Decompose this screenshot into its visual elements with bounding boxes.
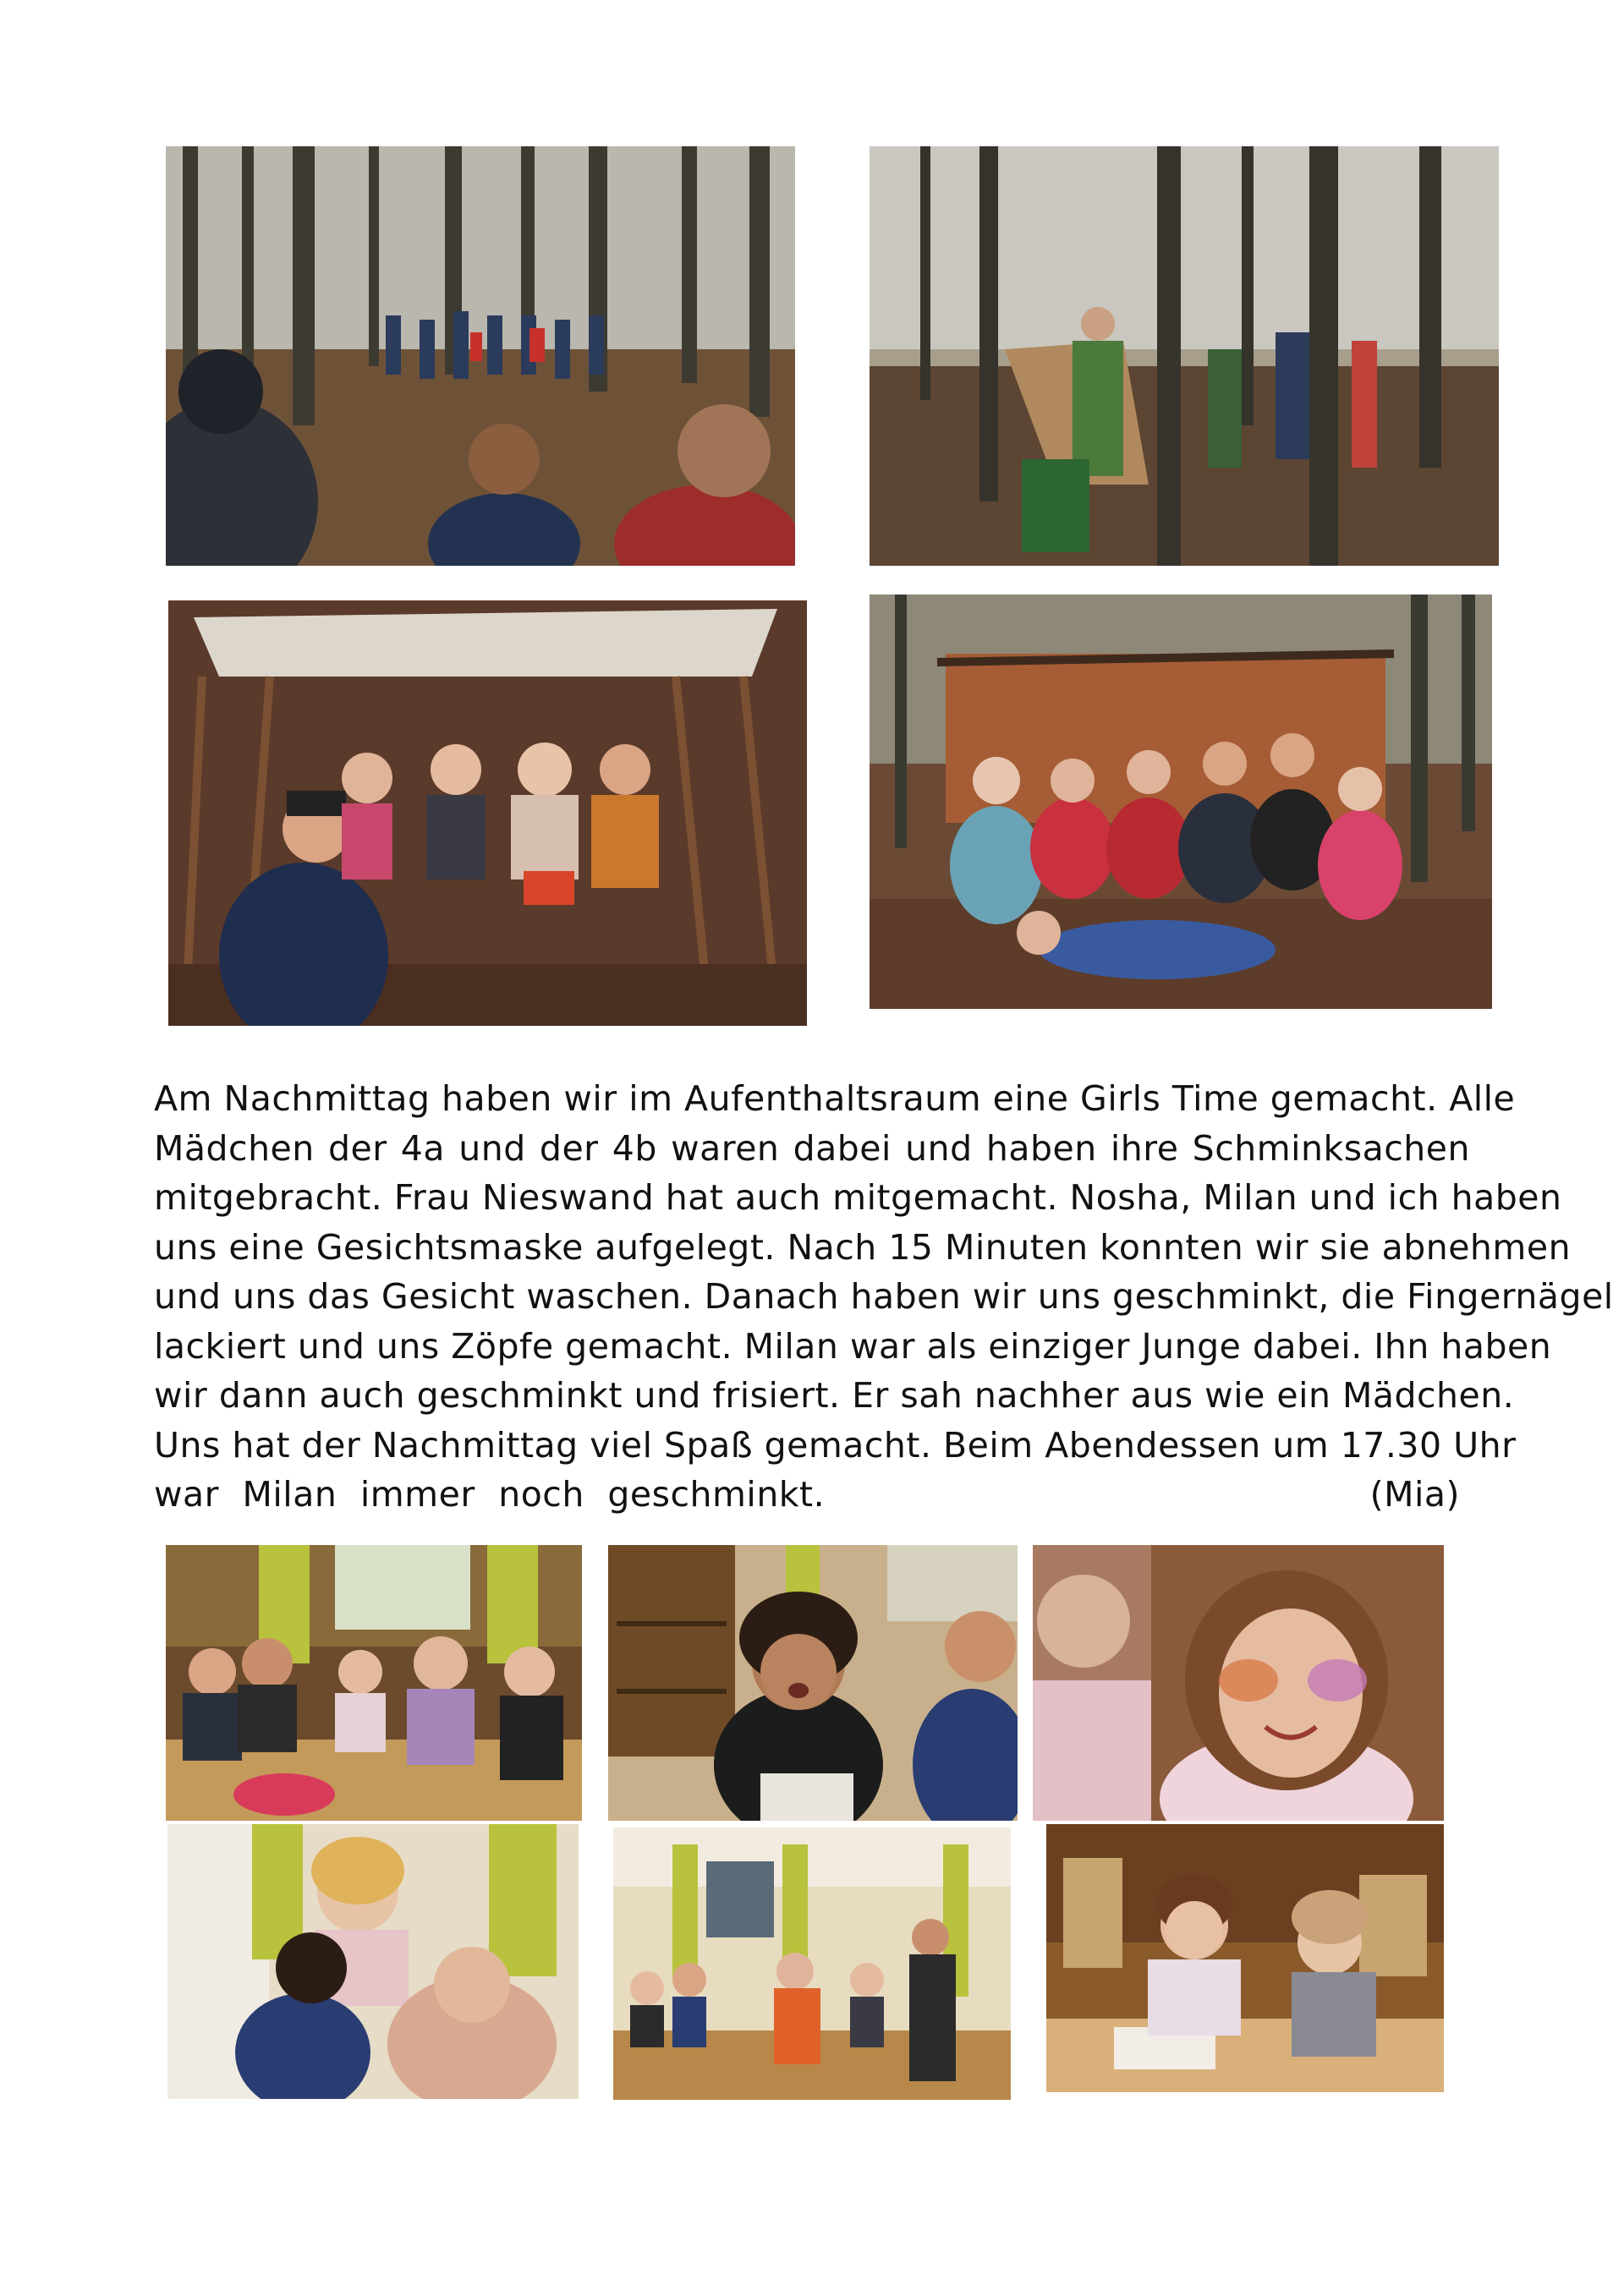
report-line: uns eine Gesichtsmaske aufgelegt. Nach 15 Minuten konnten wir sie abnehmen	[154, 1226, 1572, 1268]
report-line: lackiert und uns Zöpfe gemacht. Milan war als einziger Junge dabei. Ihn haben	[154, 1325, 1552, 1367]
dining-room-group-photo	[613, 1827, 1011, 2100]
report-line: Mädchen der 4a und der 4b waren dabei und haben ihre Schminksachen	[154, 1127, 1470, 1169]
report-line: war Milan immer noch geschminkt.	[154, 1474, 826, 1515]
forest-group-circle-photo	[166, 146, 795, 566]
children-in-front-of-shelter-photo	[870, 595, 1492, 1009]
children-under-shelter-photo	[168, 600, 807, 1026]
report-line: wir dann auch geschminkt und frisiert. Er sah nachher aus wie ein Mädchen.	[154, 1375, 1515, 1416]
author-signature: (Mia)	[1369, 1474, 1460, 1515]
report-last-line	[154, 1470, 1470, 1520]
report-line: Uns hat der Nachmittag viel Spaß gemacht. Beim Abendessen um 17.30 Uhr	[154, 1424, 1517, 1466]
girl-face-painted-photo	[1033, 1545, 1444, 1821]
girl-painting-face-photo	[167, 1824, 579, 2099]
forest-tarp-building-photo	[870, 146, 1499, 566]
girls-drawing-at-table-photo	[1046, 1824, 1444, 2092]
report-line: und uns das Gesicht waschen. Danach haben wir uns geschminkt, die Fingernägel	[154, 1276, 1614, 1317]
girls-at-table-photo	[166, 1545, 582, 1821]
report-line: Am Nachmittag haben wir im Aufenthaltsraum eine Girls Time gemacht. Alle	[154, 1078, 1516, 1119]
girl-laughing-photo	[608, 1545, 1018, 1821]
report-text	[154, 1074, 1614, 1520]
report-line: mitgebracht. Frau Nieswand hat auch mitgemacht. Nosha, Milan und ich haben	[154, 1177, 1562, 1218]
